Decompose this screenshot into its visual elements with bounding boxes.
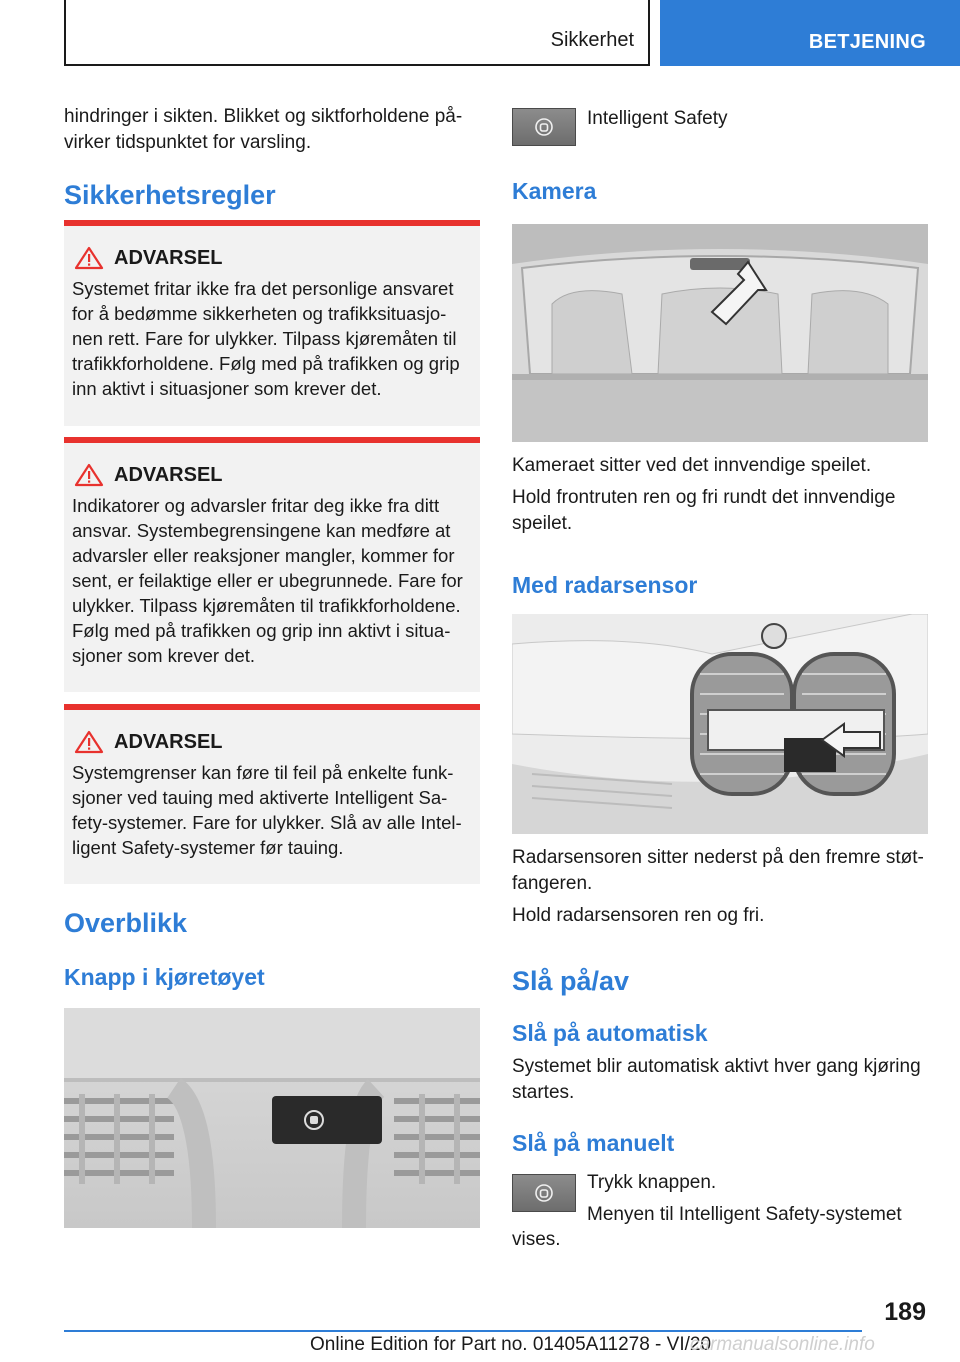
heading-button-in-vehicle: Knapp i kjøretøyet [64, 964, 265, 990]
radar-sensor-image [512, 614, 928, 834]
warning-triangle-icon [74, 463, 104, 487]
intelligent-safety-caption: Intelligent Safety [587, 108, 728, 129]
warning-text-1: Systemet fritar ikke fra det personlige ansvaret for å bedømme sikkerheten og trafikksituasjo-nen rett. Fare for ulykker. Tilpass kjøremåten til trafikkforholdene. Følg med på trafikken og grip inn aktivt i situasjoner som krever det. [72, 278, 460, 399]
warning-title-text-3: ADVARSEL [114, 730, 223, 753]
camera-paragraph-2: Hold frontruten ren og fri rundt det innvendige speilet. [512, 487, 896, 534]
footer-edition: Online Edition for Part no. 01405A11278 - VI/20 [310, 1334, 712, 1355]
warning-text-3: Systemgrenser kan føre til feil på enkelte funk-sjoner ved tauing med aktiverte Intelligent Sa-fety-systemer. Fare for ulykker. Slå av alle Intel-ligent Safety-systemer før tauing. [72, 762, 462, 858]
footer-watermark: carmanualsonline.info [690, 1334, 875, 1355]
manual-paragraph-1: Trykk knappen. [587, 1172, 717, 1193]
warning-title-1 [72, 246, 472, 270]
manual-paragraph-2: Menyen til Intelligent Safety-systemet [587, 1204, 902, 1225]
intelligent-safety-icon [533, 116, 555, 138]
warning-title-3 [72, 730, 472, 754]
header-section-title: Sikkerhet [550, 29, 634, 51]
auto-paragraph: Systemet blir automatisk aktivt hver gang kjøring startes. [512, 1056, 921, 1103]
radar-paragraph-1: Radarsensoren sitter nederst på den fremre støt-fangeren. [512, 847, 924, 894]
header-chapter-box [660, 0, 960, 66]
warning-title-text-2: ADVARSEL [114, 463, 223, 486]
intelligent-safety-button[interactable] [512, 108, 576, 146]
warning-box-3 [64, 704, 480, 884]
warning-triangle-icon [74, 246, 104, 270]
warning-title-2 [72, 463, 472, 487]
header-section-box [64, 0, 650, 66]
intelligent-safety-button-2[interactable] [512, 1174, 576, 1212]
warning-box-2 [64, 437, 480, 692]
warning-box-1 [64, 220, 480, 426]
warning-title-text-1: ADVARSEL [114, 246, 223, 269]
dashboard-button-image [64, 1008, 480, 1228]
header-chapter-title: BETJENING [808, 31, 926, 53]
intro-paragraph: hindringer i sikten. Blikket og siktforholdene på- virker tidspunktet for varsling. [64, 106, 463, 153]
heading-safety-rules: Sikkerhetsregler [64, 180, 276, 210]
radar-paragraph-2: Hold radarsensoren ren og fri. [512, 905, 765, 926]
heading-camera: Kamera [512, 178, 597, 204]
heading-switch-on-manual: Slå på manuelt [512, 1130, 675, 1156]
heading-overview: Overblikk [64, 908, 188, 938]
heading-switch-on-off: Slå på/av [512, 966, 630, 996]
intelligent-safety-button-row [512, 108, 727, 146]
heading-radar-sensor: Med radarsensor [512, 572, 698, 598]
warning-triangle-icon [74, 730, 104, 754]
manual-paragraph-2b: vises. [512, 1229, 561, 1250]
intelligent-safety-icon [533, 1182, 555, 1204]
footer-divider [64, 1330, 862, 1332]
camera-image [512, 224, 928, 442]
camera-paragraph-1: Kameraet sitter ved det innvendige speilet. [512, 455, 872, 476]
page-number: 189 [884, 1298, 926, 1326]
warning-text-2: Indikatorer og advarsler fritar deg ikke fra ditt ansvar. Systembegrensingene kan medføre at advarsler eller reaksjoner mangler, kommer for sent, er feilaktige eller er ubegrunnede. Fare for ulykker. Tilpass kjøremåten til trafikkforholdene. Følg med på trafikken og grip inn aktivt i situa-sjoner som krever det. [72, 495, 463, 666]
heading-switch-on-auto: Slå på automatisk [512, 1020, 708, 1046]
